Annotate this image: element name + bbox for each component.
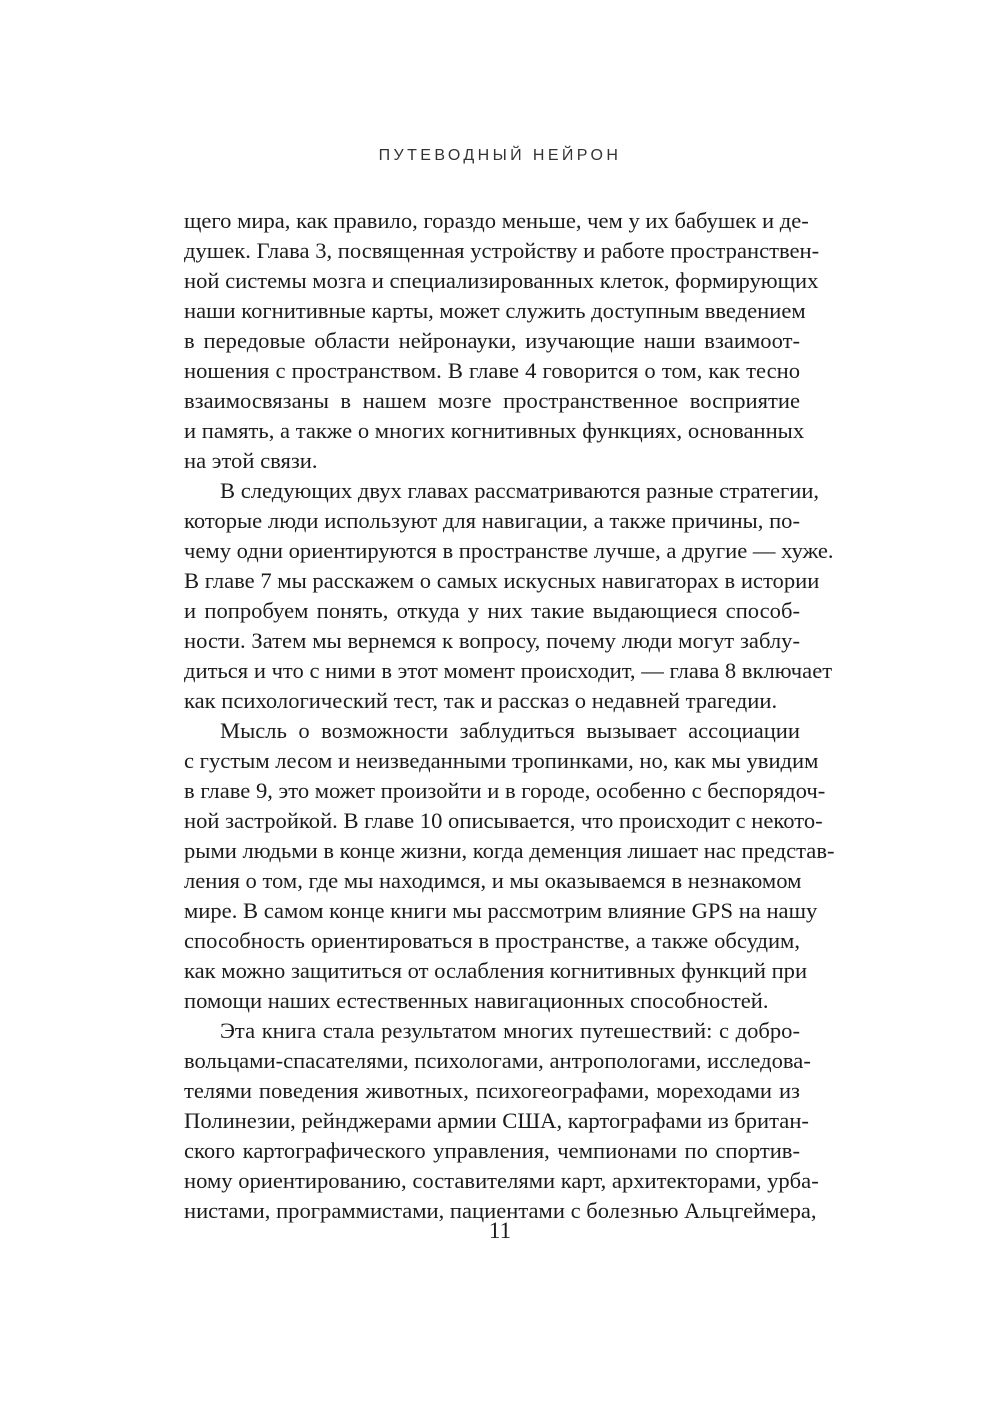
running-header: ПУТЕВОДНЫЙ НЕЙРОН [378,147,622,164]
text-line: диться и что с ними в этот момент происходит, — глава 8 включает [184,658,833,683]
text-line: в главе 9, это может произойти и в городе, особенно с беспорядоч- [184,778,826,803]
text-line: ского картографического управления, чемпионами по спортив- [184,1138,800,1163]
text-line: вольцами-спасателями, психологами, антропологами, исследова- [184,1048,811,1073]
text-line: и память, а также о многих когнитивных функциях, основанных [184,418,805,443]
text-line: Полинезии, рейнджерами армии США, картографами из британ- [184,1108,809,1133]
text-line: мире. В самом конце книги мы рассмотрим влияние GPS на нашу [184,898,818,923]
text-line: как психологический тест, так и рассказ о недавней трагедии. [184,688,778,713]
text-line: взаимосвязаны в нашем мозге пространственное восприятие [184,388,800,413]
text-line: помощи наших естественных навигационных способностей. [184,988,769,1013]
text-line: способность ориентироваться в пространстве, а также обсудим, [184,928,800,953]
text-line: щего мира, как правило, гораздо меньше, чем у их бабушек и де- [184,208,809,233]
text-line: телями поведения животных, психогеографами, мореходами из [184,1078,800,1103]
text-line: ному ориентированию, составителями карт, архитекторами, урба- [184,1168,819,1193]
paragraph-3 [184,716,835,1016]
text-line: Мысль о возможности заблудиться вызывает ассоциации [220,718,800,743]
text-line: рыми людьми в конце жизни, когда деменция лишает нас представ- [184,838,835,863]
text-line: которые люди используют для навигации, а также причины, по- [184,508,800,533]
text-line: как можно защититься от ослабления когнитивных функций при [184,958,808,983]
text-line: в передовые области нейронауки, изучающие наши взаимоот- [184,328,800,353]
text-line: наши когнитивные карты, может служить доступным введением [184,298,806,323]
text-line: ления о том, где мы находимся, и мы оказываемся в незнакомом [184,868,802,893]
text-line: с густым лесом и неизведанными тропинками, но, как мы увидим [184,748,819,773]
text-line: нистами, программистами, пациентами с болезнью Альцгеймера, [184,1198,817,1223]
text-line: ношения с пространством. В главе 4 говорится о том, как тесно [184,358,800,383]
text-line: ности. Затем мы вернемся к вопросу, почему люди могут заблу- [184,628,800,653]
text-line: душек. Глава 3, посвященная устройству и работе пространствен- [184,238,820,263]
text-line: ной системы мозга и специализированных клеток, формирующих [184,268,819,293]
body-text [184,206,835,1226]
paragraph-1 [184,206,820,476]
text-line: на этой связи. [184,448,318,473]
text-line: В следующих двух главах рассматриваются разные стратегии, [220,478,820,503]
text-line: чему одни ориентируются в пространстве лучше, а другие — хуже. [184,538,834,563]
paragraph-2 [184,476,834,716]
text-line: В главе 7 мы расскажем о самых искусных навигаторах в истории [184,568,820,593]
paragraph-4 [184,1016,819,1226]
text-line: и попробуем понять, откуда у них такие выдающиеся способ- [184,598,800,623]
text-line: Эта книга стала результатом многих путешествий: с добро- [220,1018,800,1043]
page-number: 11 [488,1218,512,1243]
text-line: ной застройкой. В главе 10 описывается, что происходит с некото- [184,808,823,833]
